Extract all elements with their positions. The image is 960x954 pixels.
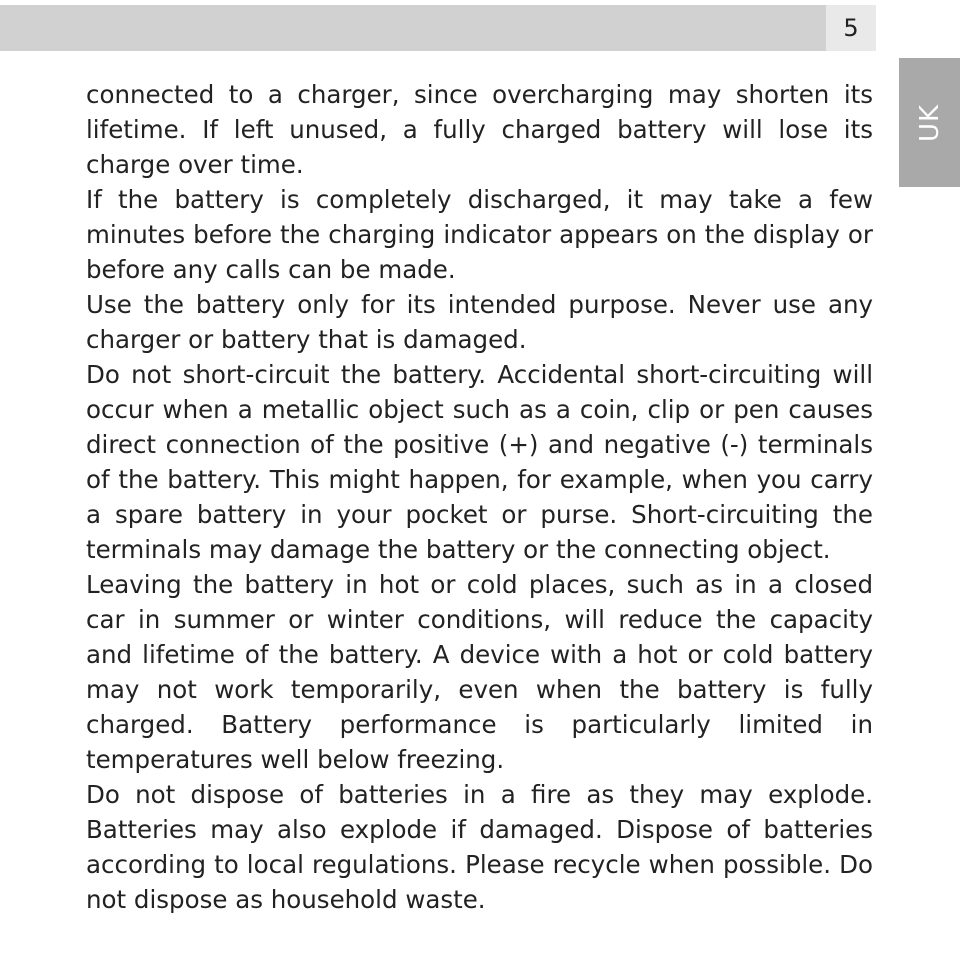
paragraph-intended-purpose: Use the battery only for its intended purpose. Never use any charger or battery that is damaged.: [86, 290, 873, 354]
body-text: [86, 77, 873, 917]
paragraph-short-circuit: Do not short-circuit the battery. Accidental short-circuiting will occur when a metallic object such as a coin, clip or pen causes direct connection of the positive (+) and negative (-) terminals of the battery. This might happen, for example, when you carry a spare battery in your pocket or purse. Short-circuiting the terminals may damage the battery or the connecting object.: [86, 360, 873, 564]
language-tab-label: UK: [914, 103, 945, 142]
paragraph-charging-lifetime: connected to a charger, since overcharging may shorten its lifetime. If left unused, a fully charged battery will lose its charge over time.: [86, 80, 873, 179]
paragraph-disposal: Do not dispose of batteries in a fire as they may explode. Batteries may also explode if damaged. Dispose of batteries according to local regulations. Please recycle when possible. Do not dispose as household waste.: [86, 780, 873, 914]
header-bar: [0, 5, 826, 51]
paragraph-discharged-battery: If the battery is completely discharged, it may take a few minutes before the charging indicator appears on the display or before any calls can be made.: [86, 185, 873, 284]
page-number: 5: [826, 5, 876, 51]
language-tab: [899, 58, 960, 187]
paragraph-temperature: Leaving the battery in hot or cold places, such as in a closed car in summer or winter conditions, will reduce the capacity and lifetime of the battery. A device with a hot or cold battery may not work temporarily, even when the battery is fully charged. Battery performance is particularly limited in temperatures well below freezing.: [86, 570, 873, 774]
